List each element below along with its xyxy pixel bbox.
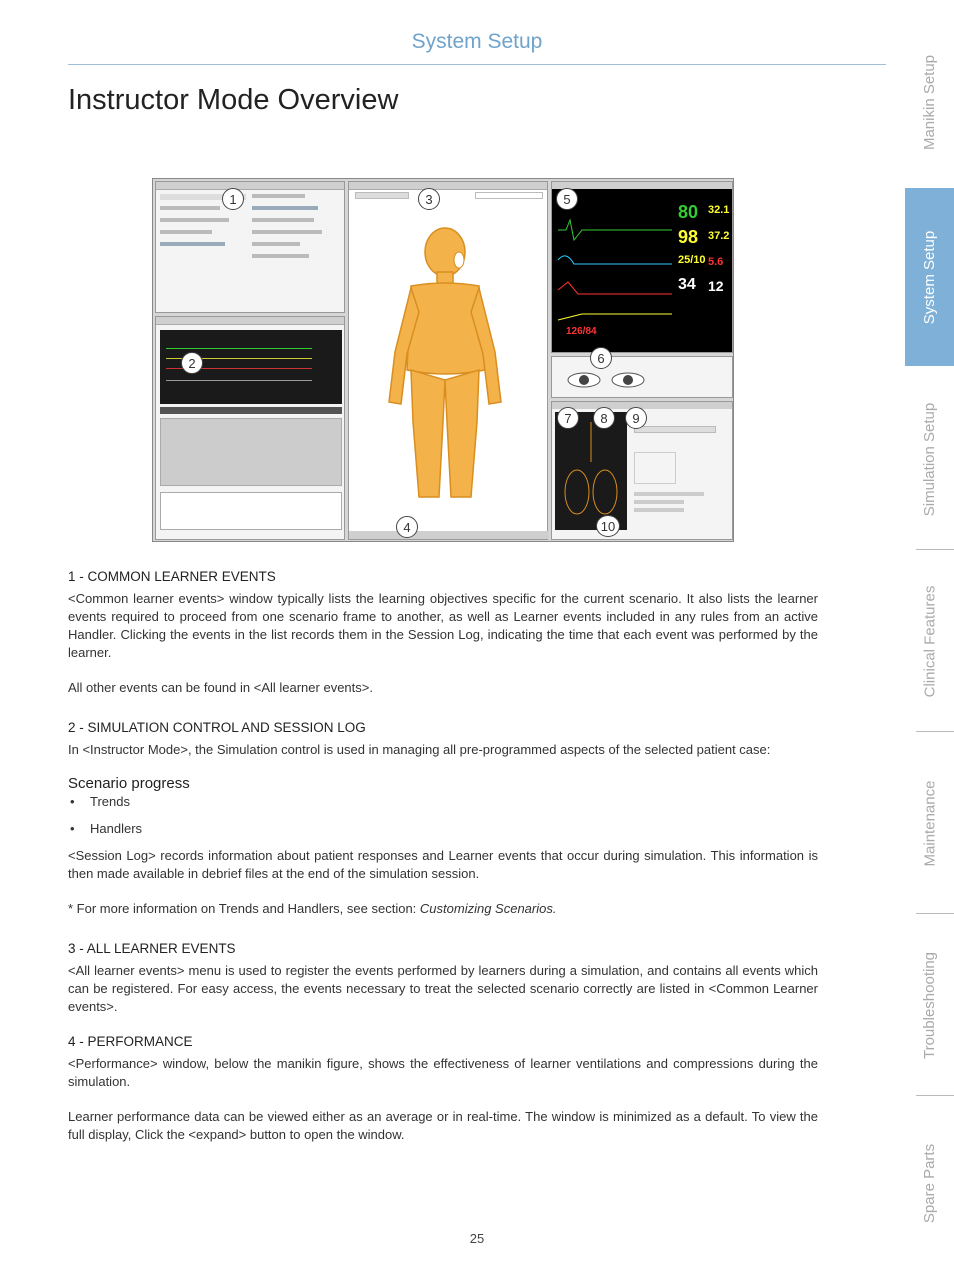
side-separator	[916, 731, 954, 732]
side-tab-label: Maintenance	[921, 780, 938, 866]
scenario-progress-list	[68, 793, 818, 838]
side-tab-label: Troubleshooting	[921, 951, 939, 1059]
monitor-pap: 25/10	[678, 254, 706, 266]
monitor-etco2: 34	[678, 276, 696, 293]
section-2-heading: 2 - SIMULATION CONTROL AND SESSION LOG	[68, 720, 366, 735]
section-1-paragraph-2: All other events can be found in <All learner events>.	[68, 680, 373, 695]
airway-graphic	[555, 412, 627, 530]
list-item: • Handlers	[68, 820, 818, 838]
side-separator	[916, 549, 954, 550]
note-prefix: * For more information on Trends and Handlers, see section:	[68, 901, 420, 916]
callout-7: 7	[557, 407, 579, 429]
list-item: • Trends	[68, 793, 818, 811]
scenario-progress-heading: Scenario progress	[68, 775, 190, 792]
common-learner-events-panel	[155, 181, 345, 313]
section-2-note	[68, 900, 818, 918]
callout-9: 9	[625, 407, 647, 429]
patient-monitor-panel	[551, 181, 733, 353]
callout-4: 4	[396, 516, 418, 538]
side-tab-maintenance[interactable]	[905, 734, 954, 912]
callout-1: 1	[222, 188, 244, 210]
side-tab-label: Spare Parts	[921, 1143, 938, 1223]
side-tab-simulation-setup[interactable]	[905, 370, 954, 548]
side-tab-clinical-features[interactable]	[905, 552, 954, 730]
monitor-abp: 126/84	[566, 326, 597, 337]
page-title: Instructor Mode Overview	[68, 84, 399, 116]
section-1-paragraph: <Common learner events> window typically lists the learning objectives specific for the current scenario. It also lists the learner events required to proceed from one scenario frame to another, as well as Learner events included in any rules from an active Handler. Clicking the events in the list records them in the Session Log, indicating the time that each event was performed by the learner.	[68, 591, 818, 660]
callout-3: 3	[418, 188, 440, 210]
section-1-heading: 1 - COMMON LEARNER EVENTS	[68, 569, 276, 584]
side-separator	[916, 913, 954, 914]
monitor-temp1: 32.1	[708, 204, 730, 216]
monitor-temp2: 37.2	[708, 230, 730, 242]
side-separator	[916, 1095, 954, 1096]
monitor-hr: 80	[678, 202, 699, 222]
section-3-heading: 3 - ALL LEARNER EVENTS	[68, 941, 236, 956]
section-4-paragraph-2: Learner performance data can be viewed either as an average or in real-time. The window is minimized as a default. To view the full display, Click the <expand> button to open the window.	[68, 1109, 818, 1142]
section-4-paragraph: <Performance> window, below the manikin figure, shows the effectiveness of learner ventilations and compressions during the simulation.	[68, 1056, 818, 1089]
page-number: 25	[469, 1231, 485, 1246]
monitor-spo2: 98	[678, 227, 699, 247]
monitor-awrr: 12	[708, 278, 724, 294]
callout-8: 8	[593, 407, 615, 429]
all-learner-events-panel	[348, 181, 548, 540]
section-2-paragraph: In <Instructor Mode>, the Simulation control is used in managing all pre-programmed aspects of the selected patient case:	[68, 742, 771, 757]
monitor-co: 5.6	[708, 256, 724, 268]
manikin-figure[interactable]	[349, 202, 549, 522]
header-rule	[68, 64, 886, 65]
section-2-paragraph-2: <Session Log> records information about patient responses and Learner events that occur during simulation. This information is then made available in debrief files at the end of the simulation session.	[68, 848, 818, 881]
side-tab-label: Simulation Setup	[921, 402, 938, 516]
section-4-heading: 4 - PERFORMANCE	[68, 1034, 193, 1049]
callout-5: 5	[556, 188, 578, 210]
side-tab-label: Clinical Features	[921, 585, 938, 697]
section-3-paragraph: <All learner events> menu is used to register the events performed by learners during a simulation, and contains all events which can be registered. For easy access, the events necessary to treat the selected scenario correctly are listed in <Common Learner events>.	[68, 963, 818, 1014]
callout-2: 2	[181, 352, 203, 374]
side-tab-troubleshooting[interactable]	[905, 916, 954, 1094]
instructor-mode-screenshot	[152, 178, 734, 542]
side-tab-label: System Setup	[921, 230, 939, 324]
eyes-panel	[551, 356, 733, 398]
side-tab-manikin-setup[interactable]	[905, 20, 954, 185]
callout-6: 6	[590, 347, 612, 369]
note-reference: Customizing Scenarios.	[419, 901, 557, 916]
header-title: System Setup	[411, 30, 543, 53]
simulation-control-panel	[155, 316, 345, 540]
body-content	[68, 568, 818, 1161]
side-tab-label: Manikin Setup	[921, 54, 938, 151]
callout-10: 10	[596, 515, 620, 537]
side-tab-system-setup[interactable]	[905, 188, 954, 366]
